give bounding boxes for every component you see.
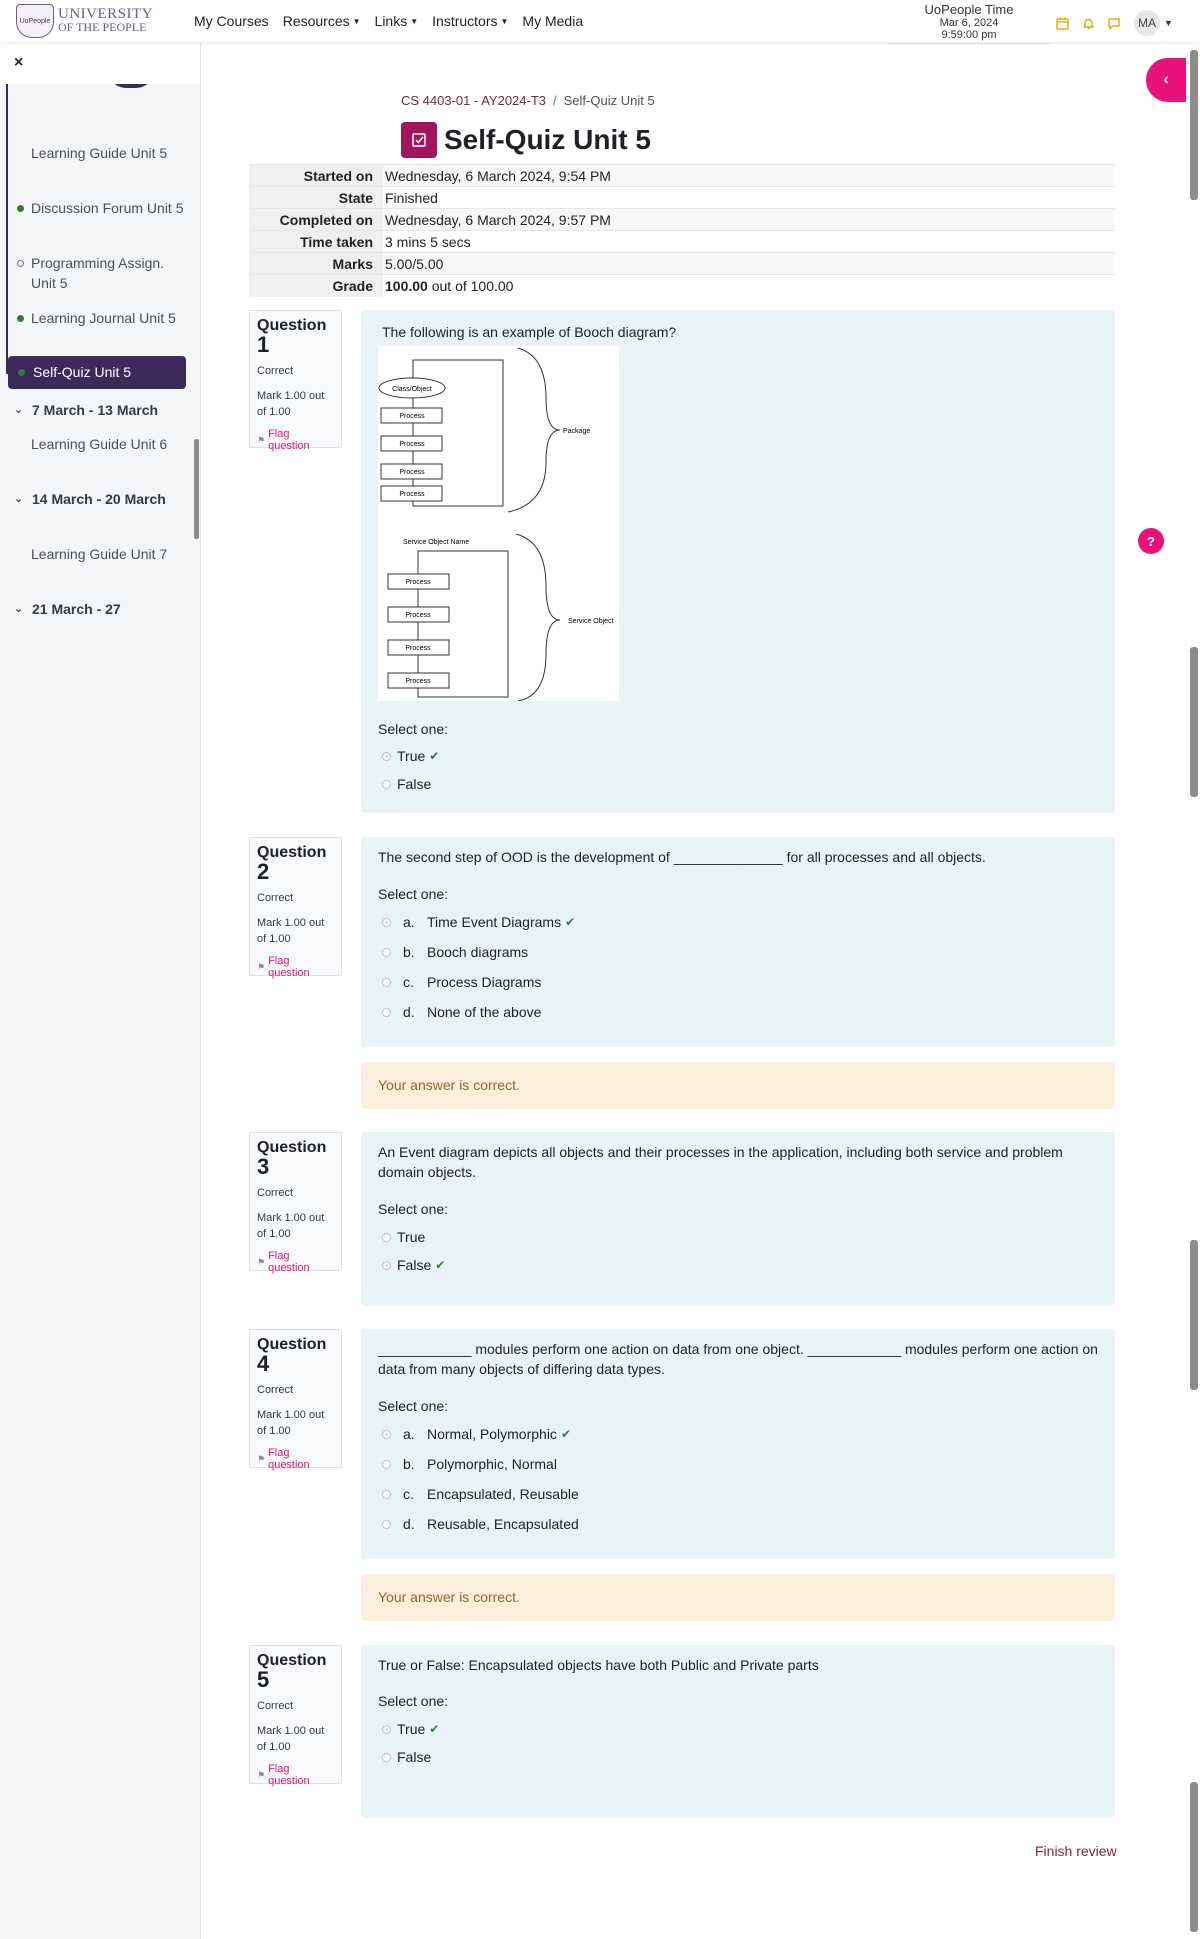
nav-resources[interactable]: Resources ▼ [282,13,361,29]
flag-question-link[interactable]: ⚑ Flag question [257,1763,310,1787]
question-text: The following is an example of Booch diagram? [382,324,677,340]
correct-check-icon: ✔ [560,1427,571,1441]
diagram-service-object-label: Service Object [568,618,614,625]
drawer-accent-line [6,84,8,374]
diagram-package-label: Package [563,428,591,435]
question-grade: Mark 1.00 out of 1.00 [257,1212,325,1240]
calendar-icon[interactable] [1052,13,1072,33]
course-index-item[interactable]: Learning Guide Unit 7 [31,546,168,562]
page-scrollbar[interactable] [1190,42,1198,1939]
svg-text:Process: Process [399,413,425,420]
question-content-4: ____________ modules perform one action on data from one object. ____________ modules perform one action on data from many objects of differing data types. Select one: a. Normal, Polymorphic ✔ b. Polymorphic, Normal c. Encapsulated, Reusable d. Reusable, Encapsulated [361,1329,1115,1559]
radio-button[interactable] [382,1430,391,1439]
radio-button[interactable] [382,1261,391,1270]
answer-option[interactable]: False ✔ [382,1257,445,1273]
chat-icon[interactable] [1104,13,1124,33]
flag-icon: ⚑ [257,961,266,972]
question-info-2: Question 2 Correct Mark 1.00 out of 1.00 ⚑ Flag question [249,837,342,976]
correct-check-icon: ✔ [429,749,440,763]
drawer-scrollbar[interactable] [194,439,199,539]
radio-button[interactable] [382,1490,391,1499]
section-toggle[interactable]: ⌄ 7 March - 13 March [14,402,159,418]
chevron-down-icon: ⌄ [14,493,24,505]
radio-button[interactable] [382,978,391,987]
time-date: Mar 6, 2024 [939,17,999,29]
question-text: True or False: Encapsulated objects have both Public and Private parts [378,1657,819,1673]
question-content-2: The second step of OOD is the development of ______________ for all processes and all objects. Select one: a. Time Event Diagrams ✔ b. Booch diagrams c. Process Diagrams d. None of the above [361,837,1115,1047]
radio-button[interactable] [382,1520,391,1529]
answer-option[interactable]: c. Process Diagrams [382,974,541,990]
nav-links[interactable]: Links ▼ [374,13,419,29]
summary-row: Grade 100.00 out of 100.00 [249,275,1115,297]
svg-text:Process: Process [405,645,431,652]
bell-icon[interactable] [1078,13,1098,33]
question-state: Correct [257,892,294,904]
booch-diagram-image [378,346,619,701]
radio-button[interactable] [382,918,391,927]
completion-dot-icon [17,315,24,322]
answer-option[interactable]: a. Time Event Diagrams ✔ [382,914,575,930]
question-state: Correct [257,365,294,377]
chevron-down-icon: ▼ [500,16,509,26]
radio-button[interactable] [382,1460,391,1469]
incomplete-dot-icon [17,260,24,267]
question-number: 3 [257,1154,270,1179]
flag-question-link[interactable]: ⚑ Flag question [257,428,310,452]
grade-value: 100.00 [385,277,428,294]
summary-row: Marks 5.00/5.00 [249,253,1115,275]
course-index-item[interactable]: Learning Guide Unit 6 [31,436,168,452]
flag-icon: ⚑ [257,1769,266,1780]
question-info-4: Question 4 Correct Mark 1.00 out of 1.00 ⚑ Flag question [249,1329,342,1468]
question-content-5: True or False: Encapsulated objects have both Public and Private parts Select one: True ✔ False [361,1645,1115,1817]
answer-option[interactable]: d. Reusable, Encapsulated [382,1516,579,1532]
correct-check-icon: ✔ [565,915,576,929]
question-text: ____________ modules perform one action on data from one object. ____________ modules perform one action on data from many objects of differing data types. [378,1341,1098,1377]
nav-my-media[interactable]: My Media [522,13,584,29]
flag-question-link[interactable]: ⚑ Flag question [257,955,310,979]
diagram-service-object-name: Service Object Name [403,539,470,546]
course-index-drawer [0,42,201,1939]
course-index [0,84,200,618]
flag-icon: ⚑ [257,1453,266,1464]
answer-option[interactable]: True ✔ [382,748,439,764]
summary-row: Time taken 3 mins 5 secs [249,231,1115,253]
finish-review-link[interactable]: Finish review [1035,1843,1117,1859]
answer-option[interactable]: False [382,776,431,792]
question-number: 1 [257,332,270,357]
time-clock: 9:59:00 pm [941,29,997,41]
question-info-1: Question 1 Correct Mark 1.00 out of 1.00 ⚑ Flag question [249,310,342,448]
summary-row: State Finished [249,187,1115,209]
answer-option[interactable]: True [382,1229,425,1245]
nav-my-courses[interactable]: My Courses [194,13,269,29]
close-drawer-button[interactable]: × [14,54,24,71]
logo-line-1: UNIVERSITY [58,6,153,22]
answer-option[interactable]: a. Normal, Polymorphic ✔ [382,1426,571,1442]
logo-crest: UoPeople [16,4,54,38]
answer-feedback: Your answer is correct. [361,1574,1115,1621]
correct-check-icon: ✔ [429,1722,440,1736]
answer-option[interactable]: False [382,1749,431,1765]
chevron-down-icon: ⌄ [14,404,24,416]
answer-option[interactable]: True ✔ [382,1721,439,1737]
completion-dot-icon [18,369,25,376]
summary-row: Started on Wednesday, 6 March 2024, 9:54 PM [249,165,1115,187]
question-grade: Mark 1.00 out of 1.00 [257,917,325,945]
radio-button[interactable] [382,752,391,761]
answer-feedback: Your answer is correct. [361,1062,1115,1109]
answer-option[interactable]: b. Polymorphic, Normal [382,1456,557,1472]
summary-row: Completed on Wednesday, 6 March 2024, 9:57 PM [249,209,1115,231]
course-index-item[interactable]: Learning Journal Unit 5 [14,308,190,328]
question-number: 2 [257,859,270,884]
svg-text:Process: Process [405,579,431,586]
quiz-review-summary [249,164,1115,297]
radio-button[interactable] [382,780,391,789]
radio-button[interactable] [382,1753,391,1762]
question-info-3: Question 3 Correct Mark 1.00 out of 1.00 ⚑ Flag question [249,1132,342,1271]
course-index-item[interactable]: Learning Guide Unit 5 [31,145,168,161]
nav-instructors[interactable]: Instructors ▼ [432,13,509,29]
top-navbar [0,0,1200,42]
svg-text:Process: Process [399,469,425,476]
breadcrumb-course-link[interactable]: CS 4403-01 - AY2024-T3 [401,93,547,108]
help-button[interactable]: ? [1138,528,1164,554]
flag-question-link[interactable]: ⚑ Flag question [257,1250,310,1274]
course-index-item[interactable]: Discussion Forum Unit 5 [14,198,190,218]
flag-icon: ⚑ [257,434,266,445]
radio-button[interactable] [382,1725,391,1734]
section-toggle[interactable]: ⌄ 21 March - 27 [14,601,121,617]
question-state: Correct [257,1384,294,1396]
question-content-3: An Event diagram depicts all objects and their processes in the application, including both service and problem domain objects. Select one: True False ✔ [361,1132,1115,1305]
radio-button[interactable] [382,1233,391,1242]
svg-text:Process: Process [399,491,425,498]
svg-text:Process: Process [405,612,431,619]
open-block-drawer-button[interactable] [1146,58,1186,102]
answer-option[interactable]: d. None of the above [382,1004,541,1020]
answer-option[interactable]: b. Booch diagrams [382,944,528,960]
question-number: 4 [257,1351,270,1376]
breadcrumb: CS 4403-01 - AY2024-T3 / Self-Quiz Unit 5 [401,93,655,108]
radio-button[interactable] [382,1008,391,1017]
question-number: 5 [257,1667,270,1692]
question-grade: Mark 1.00 out of 1.00 [257,1409,325,1437]
question-grade: Mark 1.00 out of 1.00 [257,390,325,418]
chevron-left-icon: ‹ [1163,71,1169,88]
completion-dot-icon [17,205,24,212]
chevron-down-icon: ▼ [410,16,419,26]
answer-option[interactable]: c. Encapsulated, Reusable [382,1486,579,1502]
primary-navigation [194,13,597,29]
section-toggle[interactable]: ⌄ 14 March - 20 March [14,491,166,507]
course-index-item[interactable]: Programming Assign. Unit 5 [14,253,190,293]
time-label: UoPeople Time [924,2,1014,17]
question-state: Correct [257,1187,294,1199]
page-title: Self-Quiz Unit 5 [444,124,651,155]
chevron-down-icon[interactable]: ▼ [1164,18,1173,28]
site-logo[interactable] [16,4,186,38]
flag-question-link[interactable]: ⚑ Flag question [257,1447,310,1471]
question-text: The second step of OOD is the development of ______________ for all processes and all objects. [378,849,986,865]
svg-text:Process: Process [399,441,425,448]
chevron-down-icon: ⌄ [14,603,24,615]
uopeople-time-widget [888,0,1050,44]
radio-button[interactable] [382,948,391,957]
logo-line-2: OF THE PEOPLE [58,20,147,34]
diagram-class-object-label: Class/Object [392,386,432,393]
flag-icon: ⚑ [257,1256,266,1267]
breadcrumb-current: Self-Quiz Unit 5 [563,93,655,108]
correct-check-icon: ✔ [435,1258,446,1272]
chevron-down-icon: ▼ [352,16,361,26]
question-text: An Event diagram depicts all objects and their processes in the application, including both service and problem domain objects. [378,1144,1063,1180]
svg-text:Process: Process [405,678,431,685]
drawer-accent-bump [108,84,154,88]
question-info-5: Question 5 Correct Mark 1.00 out of 1.00 ⚑ Flag question [249,1645,342,1784]
question-state: Correct [257,1700,294,1712]
course-index-item-active[interactable]: Self-Quiz Unit 5 [8,356,186,389]
user-avatar[interactable]: MA [1134,10,1160,36]
question-content-1: The following is an example of Booch diagram? Class/Object Process Process Process Process Package Service Object Name Process Process Process Process Service Object Select one: True ✔ False [361,310,1115,813]
quiz-activity-icon [401,122,437,158]
question-grade: Mark 1.00 out of 1.00 [257,1725,325,1753]
